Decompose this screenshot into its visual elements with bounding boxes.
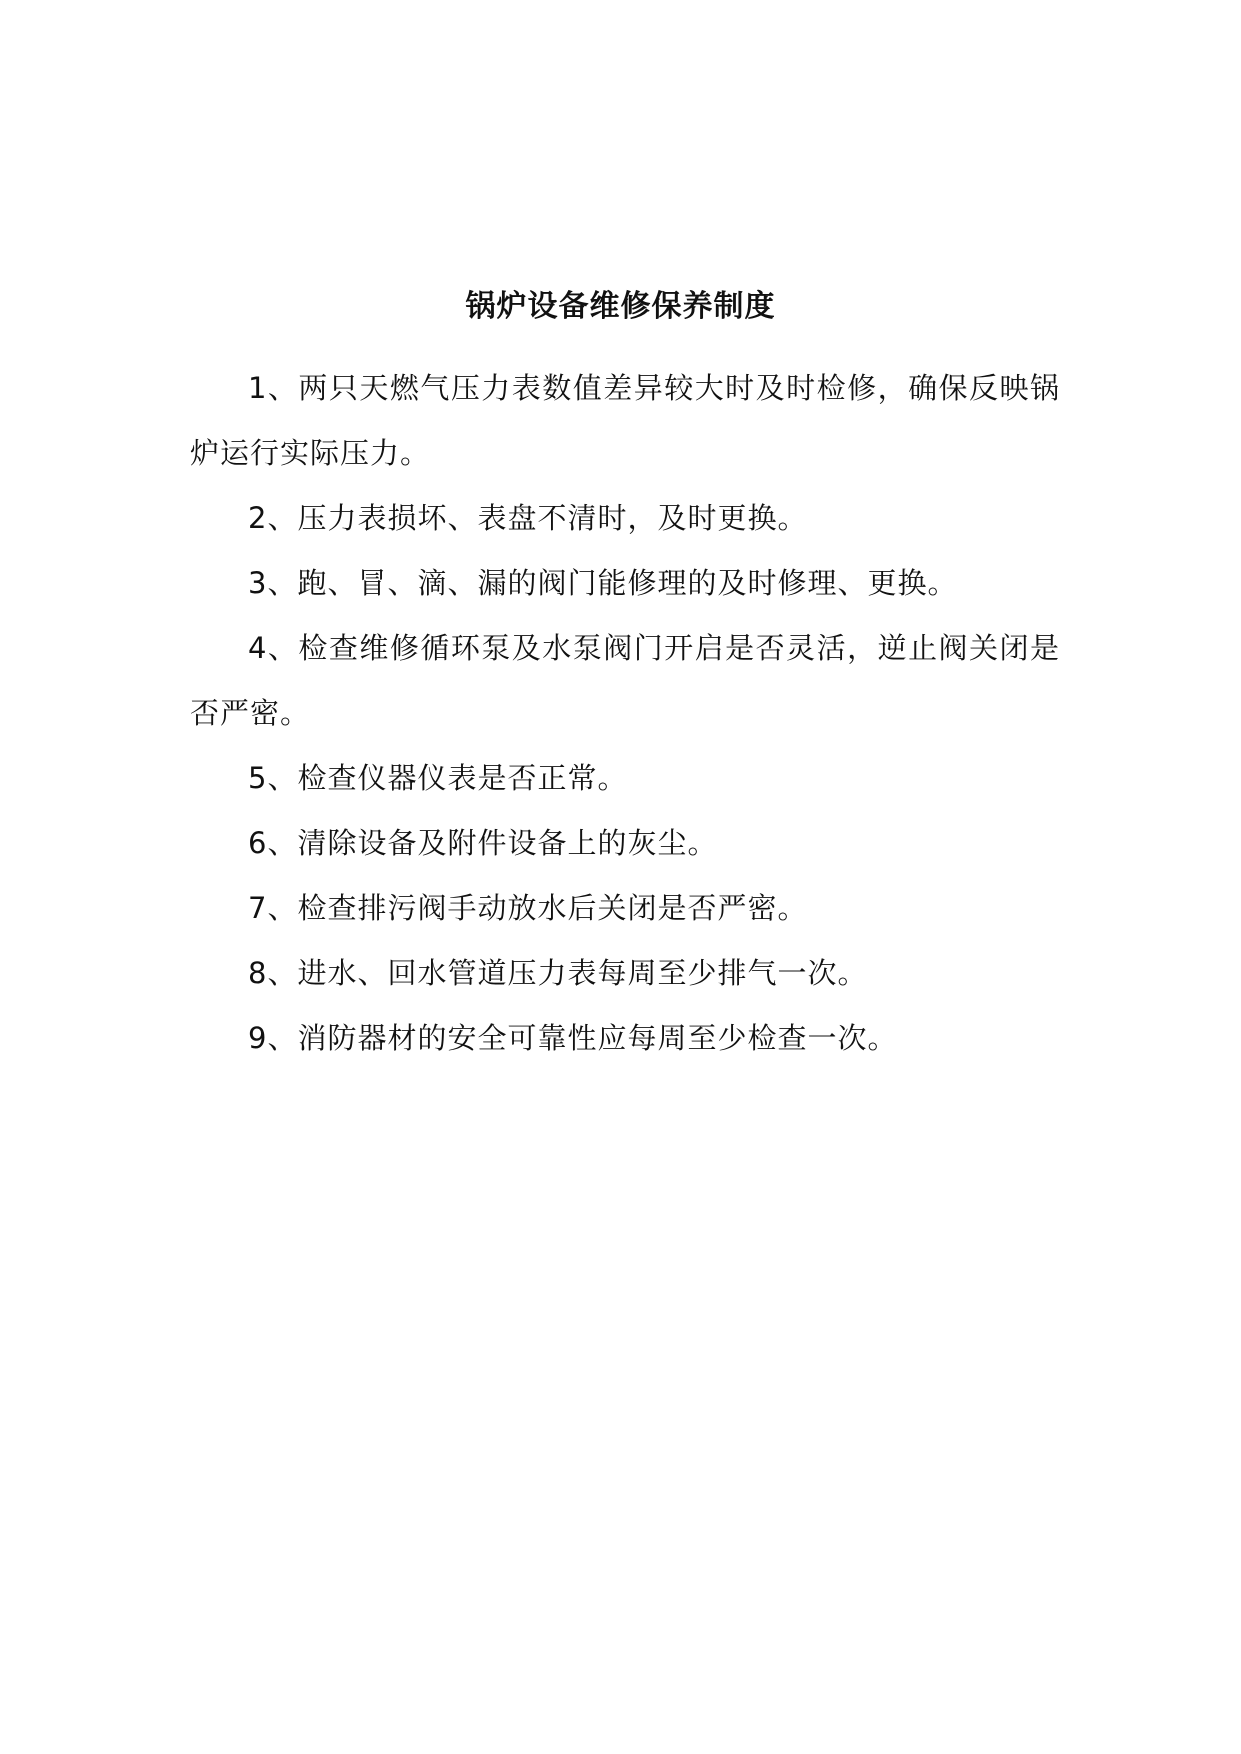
list-item: 4、检查维修循环泵及水泵阀门开启是否灵活，逆止阀关闭是否严密。 [190, 631, 1060, 730]
list-item: 6、清除设备及附件设备上的灰尘。 [248, 826, 718, 860]
list-item: 9、消防器材的安全可靠性应每周至少检查一次。 [248, 1021, 898, 1055]
list-item: 3、跑、冒、滴、漏的阀门能修理的及时修理、更换。 [248, 566, 958, 600]
list-item: 8、进水、回水管道压力表每周至少排气一次。 [248, 956, 868, 990]
document-body [190, 356, 1060, 1071]
list-item: 2、压力表损坏、表盘不清时，及时更换。 [248, 501, 808, 535]
document-title: 锅炉设备维修保养制度 [465, 289, 776, 324]
list-item: 5、检查仪器仪表是否正常。 [248, 761, 628, 795]
list-item: 1、两只天燃气压力表数值差异较大时及时检修，确保反映锅炉运行实际压力。 [190, 371, 1060, 470]
list-item: 7、检查排污阀手动放水后关闭是否严密。 [248, 891, 808, 925]
